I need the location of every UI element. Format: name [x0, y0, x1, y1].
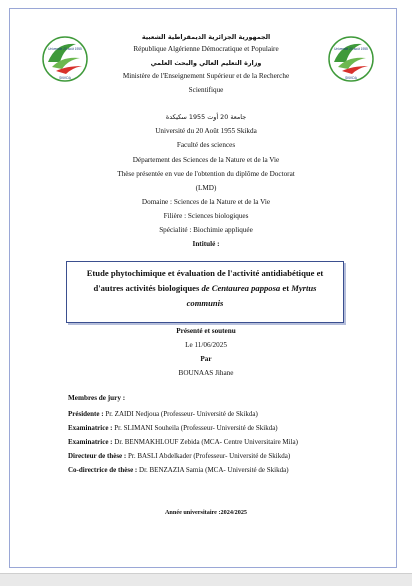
author-name: BOUNAAS Jihane [178, 369, 234, 377]
title-plain-part: d'autres activités biologiques [93, 283, 202, 293]
jury-member [68, 424, 278, 433]
defense-date: Le 11/06/2025 [185, 341, 227, 349]
jury-detail: Pr. ZAIDI Nedjoua (Professeur- Université de Skikda) [105, 410, 258, 418]
republic-line: République Algérienne Démocratique et Populaire [133, 45, 279, 53]
jury-detail: Pr. BASLI Abdelkader (Professeur- Université de Skikda) [128, 452, 291, 460]
jury-role: Examinatrice : [68, 438, 115, 446]
logo-right-subcaption: SKIKDA [345, 76, 357, 80]
title-species-b: Myrtus [291, 283, 317, 293]
title-species-a: de Centaurea papposa [201, 283, 281, 293]
jury-heading: Membres de jury : [68, 394, 126, 402]
title-conjunction: et [280, 283, 292, 293]
logo-left-subcaption: SKIKDA [59, 76, 71, 80]
arabic-ministry-line: وزارة التعليم العالي والبحث العلمي [150, 59, 262, 67]
logo-right-caption: Université 20 août 1955 [334, 47, 368, 51]
logo-left-caption: Université 20 août 1955 [48, 47, 82, 51]
department-line: Département des Sciences de la Nature et de la Vie [132, 156, 280, 164]
title-label: Intitulé : [192, 240, 220, 248]
arabic-university-line: جامعة 20 أوت 1955 سكيكدة [165, 113, 247, 121]
jury-detail: Dr. BENZAZIA Samia (MCA- Université de Skikda) [139, 466, 289, 474]
specialty-line: Spécialité : Biochimie appliquée [159, 226, 253, 234]
thesis-title-line-3: communis [186, 298, 224, 308]
presented-line: Présenté et soutenu [176, 327, 236, 335]
jury-role: Directeur de thèse : [68, 452, 128, 460]
thesis-line-2: (LMD) [195, 184, 217, 192]
by-label: Par [200, 355, 212, 363]
domain-line: Domaine : Sciences de la Nature et de la Vie [141, 198, 271, 206]
university-line: Université du 20 Août 1955 Skikda [155, 127, 257, 135]
bottom-scroll-strip[interactable] [0, 573, 412, 586]
ministry-line-2: Scientifique [188, 86, 224, 94]
faculty-line: Faculté des sciences [176, 141, 236, 149]
jury-role: Examinatrice : [68, 424, 115, 432]
jury-member [68, 466, 289, 475]
field-line: Filière : Sciences biologiques [163, 212, 249, 220]
thesis-title-line-2 [66, 283, 344, 294]
jury-role: Co-directrice de thèse : [68, 466, 140, 474]
jury-member [68, 410, 258, 419]
jury-member [68, 438, 298, 447]
arabic-republic-line: الجمهورية الجزائرية الديمقراطية الشعبية [141, 33, 271, 41]
academic-year: Année universitaire :2024/2025 [164, 509, 248, 516]
jury-detail: Pr. SLIMANI Souheila (Professeur- Université de Skikda) [114, 424, 278, 432]
jury-role: Présidente : [68, 410, 106, 418]
jury-member [68, 452, 290, 461]
ministry-line-1: Ministère de l'Enseignement Supérieur et de la Recherche [122, 72, 290, 80]
thesis-title-line-1: Etude phytochimique et évaluation de l'activité antidiabétique et [86, 268, 324, 278]
thesis-line-1: Thèse présentée en vue de l'obtention du diplôme de Doctorat [117, 170, 295, 178]
jury-detail: Dr. BENMAKHLOUF Zebida (MCA- Centre Universitaire Mila) [114, 438, 298, 446]
